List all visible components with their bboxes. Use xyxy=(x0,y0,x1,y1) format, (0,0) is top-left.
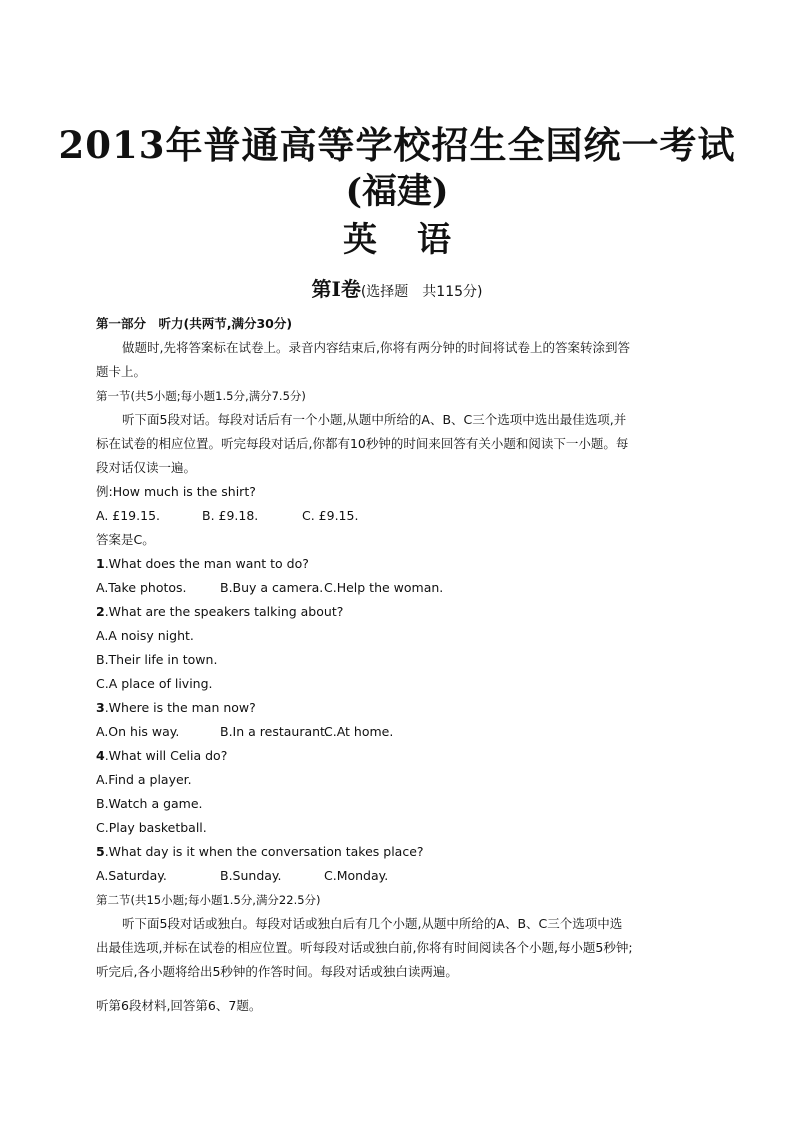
example-answer: 答案是C。 xyxy=(96,532,155,547)
question-number: 5 xyxy=(96,844,105,859)
part1-instructions-line2: 题卡上。 xyxy=(96,364,147,379)
example-option-c: C. £9.15. xyxy=(302,508,359,523)
question-number: 1 xyxy=(96,556,105,571)
option-b: B.In a restaurant. xyxy=(220,724,329,739)
section2-instructions-line1: 听下面5段对话或独白。每段对话或独白后有几个小题,从题中所给的A、B、C三个选项中选 xyxy=(122,916,623,931)
section1-instructions-line1: 听下面5段对话。每段对话后有一个小题,从题中所给的A、B、C三个选项中选出最佳选项,并 xyxy=(122,412,627,427)
exam-title: 2013年普通高等学校招生全国统一考试 xyxy=(58,123,736,167)
question-3-options xyxy=(96,720,702,744)
option-c: C.At home. xyxy=(324,724,394,739)
question-5-options xyxy=(96,864,702,888)
part1-instructions-line1: 做题时,先将答案标在试卷上。录音内容结束后,你将有两分钟的时间将试卷上的答案转涂到答 xyxy=(122,340,630,355)
example-options xyxy=(96,504,702,528)
section2-instructions-line3: 听完后,各小题将给出5秒钟的作答时间。每段对话或独白读两遍。 xyxy=(96,964,458,979)
question-text: .What day is it when the conversation takes place? xyxy=(104,844,424,859)
question-5 xyxy=(96,840,702,864)
option-c: C.Help the woman. xyxy=(324,580,444,595)
volume-note: (选择题 共115分) xyxy=(360,284,483,300)
option-c: C.Monday. xyxy=(324,868,389,883)
question-text: .What are the speakers talking about? xyxy=(104,604,344,619)
question-4-option-c: C.Play basketball. xyxy=(96,820,207,835)
question-2 xyxy=(96,600,702,624)
exam-region: (福建) xyxy=(345,171,449,212)
volume-title: 第Ⅰ卷 xyxy=(311,277,361,301)
question-1 xyxy=(96,552,702,576)
question-2-option-b: B.Their life in town. xyxy=(96,652,218,667)
question-4-option-b: B.Watch a game. xyxy=(96,796,203,811)
option-b: B.Buy a camera. xyxy=(220,580,324,595)
question-text: .Where is the man now? xyxy=(104,700,256,715)
question-1-options xyxy=(96,576,702,600)
question-3 xyxy=(96,696,702,720)
example-option-b: B. £9.18. xyxy=(202,508,259,523)
material-note: 听第6段材料,回答第6、7题。 xyxy=(96,998,262,1013)
volume-heading xyxy=(0,275,794,306)
section1-heading: 第一节(共5小题;每小题1.5分,满分7.5分) xyxy=(96,389,306,403)
question-2-option-a: A.A noisy night. xyxy=(96,628,194,643)
exam-subject: 英语 xyxy=(343,220,491,260)
option-a: A.Take photos. xyxy=(96,580,187,595)
example-question: 例:How much is the shirt? xyxy=(96,484,256,499)
option-a: A.On his way. xyxy=(96,724,180,739)
option-b: B.Sunday. xyxy=(220,868,282,883)
question-text: .What will Celia do? xyxy=(104,748,228,763)
section1-instructions-line3: 段对话仅读一遍。 xyxy=(96,460,197,475)
question-4-option-a: A.Find a player. xyxy=(96,772,192,787)
question-2-option-c: C.A place of living. xyxy=(96,676,213,691)
question-4 xyxy=(96,744,702,768)
section2-instructions-line2: 出最佳选项,并标在试卷的相应位置。听每段对话或独白前,你将有时间阅读各个小题,每小题5秒钟; xyxy=(96,940,633,955)
question-text: .What does the man want to do? xyxy=(104,556,309,571)
option-a: A.Saturday. xyxy=(96,868,167,883)
question-number: 2 xyxy=(96,604,105,619)
exam-content xyxy=(96,312,702,1018)
section2-heading: 第二节(共15小题;每小题1.5分,满分22.5分) xyxy=(96,893,321,907)
example-option-a: A. £19.15. xyxy=(96,508,160,523)
section1-instructions-line2: 标在试卷的相应位置。听完每段对话后,你都有10秒钟的时间来回答有关小题和阅读下一小题。每 xyxy=(96,436,629,451)
question-number: 3 xyxy=(96,700,105,715)
part1-heading: 第一部分 听力(共两节,满分30分) xyxy=(96,316,293,331)
question-number: 4 xyxy=(96,748,105,763)
spacer xyxy=(96,984,702,994)
